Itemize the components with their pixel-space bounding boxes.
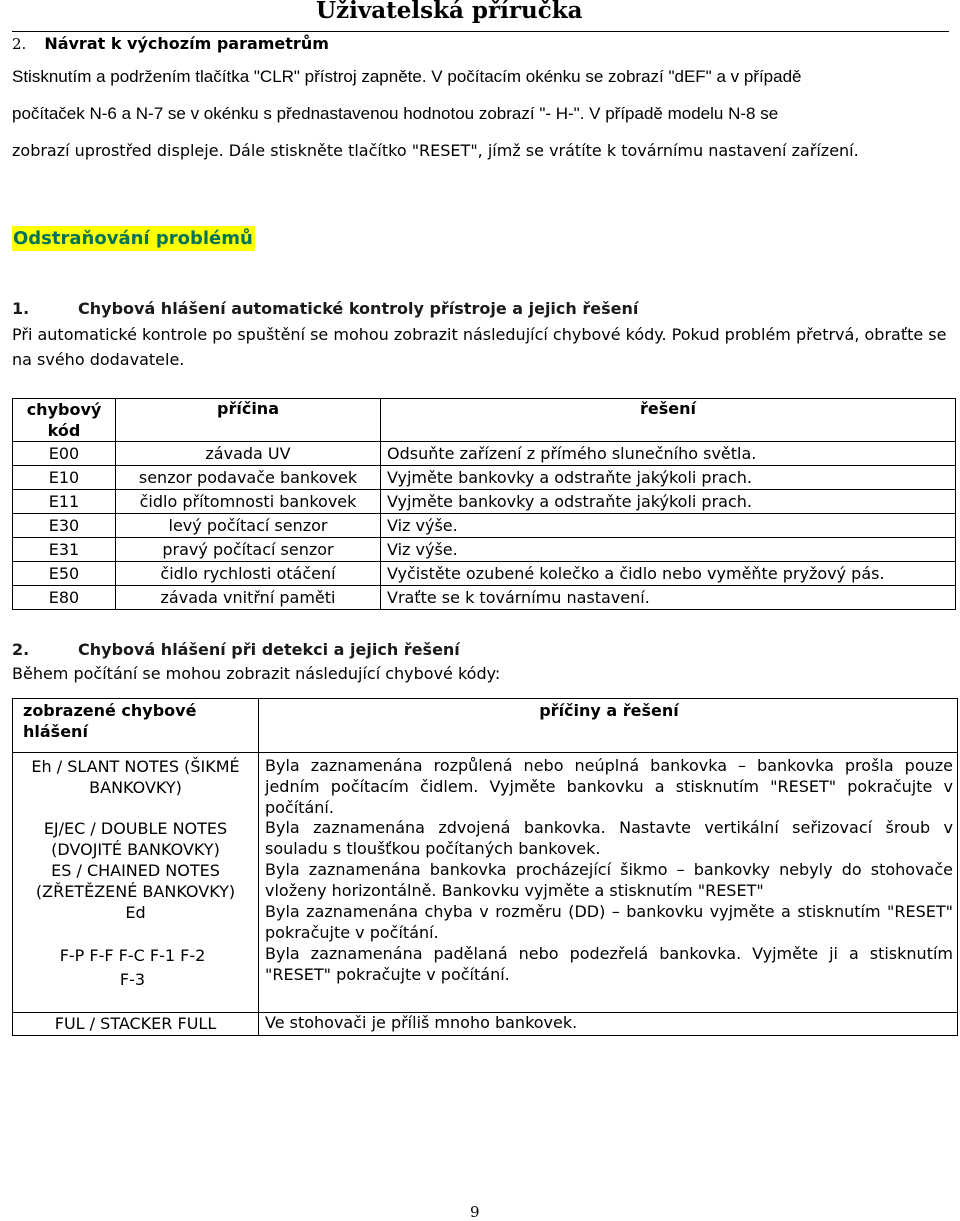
table-row	[13, 1013, 958, 1036]
table-row	[13, 818, 958, 860]
error-cause: čidlo přítomnosti bankovek	[116, 490, 381, 514]
error-solution: Byla zaznamenána rozpůlená nebo neúplná bankovka – bankovka prošla pouze jedním počítacím čidlem. Vyjměte bankovku a stisknutím "RESET" pokračujte v počítání.	[259, 753, 958, 819]
table-row	[13, 514, 956, 538]
detection-header-row	[13, 699, 958, 753]
error-code: E11	[13, 490, 116, 514]
error-message: Eh / SLANT NOTES (ŠIKMÉ BANKOVKY)	[13, 753, 259, 819]
error-cause: čidlo rychlosti otáčení	[116, 562, 381, 586]
table-row	[13, 562, 956, 586]
reset-line-2: počítaček N-6 a N-7 se v okénku s přednastavenou hodnotou zobrazí "- H-". V případě modelu N-8 se	[12, 104, 779, 123]
col-header-solution: řešení	[381, 399, 956, 442]
table-row	[13, 538, 956, 562]
reset-line-3: zobrazí uprostřed displeje. Dále stiskněte tlačítko "RESET", jímž se vrátíte k továrnímu nastavení zařízení.	[12, 141, 859, 160]
error-code: E00	[13, 442, 116, 466]
table-row	[13, 466, 956, 490]
reset-heading-number: 2.	[12, 35, 27, 53]
error-message: F-P F-F F-C F-1 F-2 F-3	[13, 944, 259, 1013]
reset-heading	[12, 34, 329, 53]
auto-check-intro: Při automatické kontrole po spuštění se mohou zobrazit následující chybové kódy. Pokud problém přetrvá, obraťte se na svého dodavatele.	[12, 325, 947, 369]
error-cause: senzor podavače bankovek	[116, 466, 381, 490]
detection-table	[12, 698, 958, 1036]
col-header-cause: příčina	[116, 399, 381, 442]
page-header-title: Uživatelská příručka	[316, 0, 583, 24]
error-code: E10	[13, 466, 116, 490]
error-solution: Vyjměte bankovky a odstraňte jakýkoli prach.	[381, 466, 956, 490]
table-row	[13, 753, 958, 819]
error-message: EJ/EC / DOUBLE NOTES (DVOJITÉ BANKOVKY)	[13, 818, 259, 860]
error-solution: Byla zaznamenána bankovka procházející šikmo – bankovky nebyly do stohovače vloženy horizontálně. Bankovku vyjměte a stisknutím "RESET"	[259, 860, 958, 902]
error-solution: Viz výše.	[381, 514, 956, 538]
error-solution: Vyčistěte ozubené kolečko a čidlo nebo vyměňte pryžový pás.	[381, 562, 956, 586]
troubleshooting-title: Odstraňování problémů	[13, 228, 253, 249]
detection-heading-text: Chybová hlášení při detekci a jejich řešení	[78, 640, 460, 659]
header-rule	[12, 31, 949, 32]
reset-paragraph	[12, 58, 952, 169]
col-header-message: zobrazené chybové hlášení	[13, 699, 259, 753]
error-cause: levý počítací senzor	[116, 514, 381, 538]
page-number: 9	[470, 1203, 480, 1221]
error-code: E30	[13, 514, 116, 538]
error-solution: Byla zaznamenána zdvojená bankovka. Nastavte vertikální seřizovací šroub v souladu s tloušťkou počítaných bankovek.	[259, 818, 958, 860]
reset-heading-text: Návrat k výchozím parametrům	[44, 34, 329, 53]
error-code: E80	[13, 586, 116, 610]
error-code: E31	[13, 538, 116, 562]
error-solution: Vraťte se k továrnímu nastavení.	[381, 586, 956, 610]
error-solution: Odsuňte zařízení z přímého slunečního světla.	[381, 442, 956, 466]
error-message: Ed	[13, 902, 259, 944]
table-row	[13, 586, 956, 610]
error-solution: Viz výše.	[381, 538, 956, 562]
error-cause: závada UV	[116, 442, 381, 466]
error-solution: Vyjměte bankovky a odstraňte jakýkoli prach.	[381, 490, 956, 514]
col-header-causes: příčiny a řešení	[259, 699, 958, 753]
auto-check-table	[12, 398, 956, 610]
detection-heading	[12, 640, 460, 659]
error-solution: Ve stohovači je příliš mnoho bankovek.	[259, 1013, 958, 1036]
col-header-code: chybový kód	[13, 399, 116, 442]
table-row	[13, 490, 956, 514]
detection-intro: Během počítání se mohou zobrazit následující chybové kódy:	[12, 664, 501, 683]
reset-line-1: Stisknutím a podržením tlačítka "CLR" přístroj zapněte. V počítacím okénku se zobrazí "dEF" a v případě	[12, 67, 802, 86]
error-cause: pravý počítací senzor	[116, 538, 381, 562]
error-code: E50	[13, 562, 116, 586]
error-message: FUL / STACKER FULL	[13, 1013, 259, 1036]
error-solution: Byla zaznamenána chyba v rozměru (DD) – bankovku vyjměte a stisknutím "RESET" pokračujte v počítání.	[259, 902, 958, 944]
auto-check-heading	[12, 299, 638, 318]
table-row	[13, 944, 958, 1013]
error-solution: Byla zaznamenána padělaná nebo podezřelá bankovka. Vyjměte ji a stisknutím "RESET" pokračujte v počítání.	[259, 944, 958, 1013]
auto-check-number: 1.	[12, 299, 30, 318]
detection-number: 2.	[12, 640, 30, 659]
table-row	[13, 860, 958, 902]
table-row	[13, 902, 958, 944]
table-row	[13, 442, 956, 466]
error-cause: závada vnitřní paměti	[116, 586, 381, 610]
error-message: ES / CHAINED NOTES (ZŘETĚZENÉ BANKOVKY)	[13, 860, 259, 902]
auto-check-heading-text: Chybová hlášení automatické kontroly přístroje a jejich řešení	[78, 299, 639, 318]
auto-check-header-row	[13, 399, 956, 442]
